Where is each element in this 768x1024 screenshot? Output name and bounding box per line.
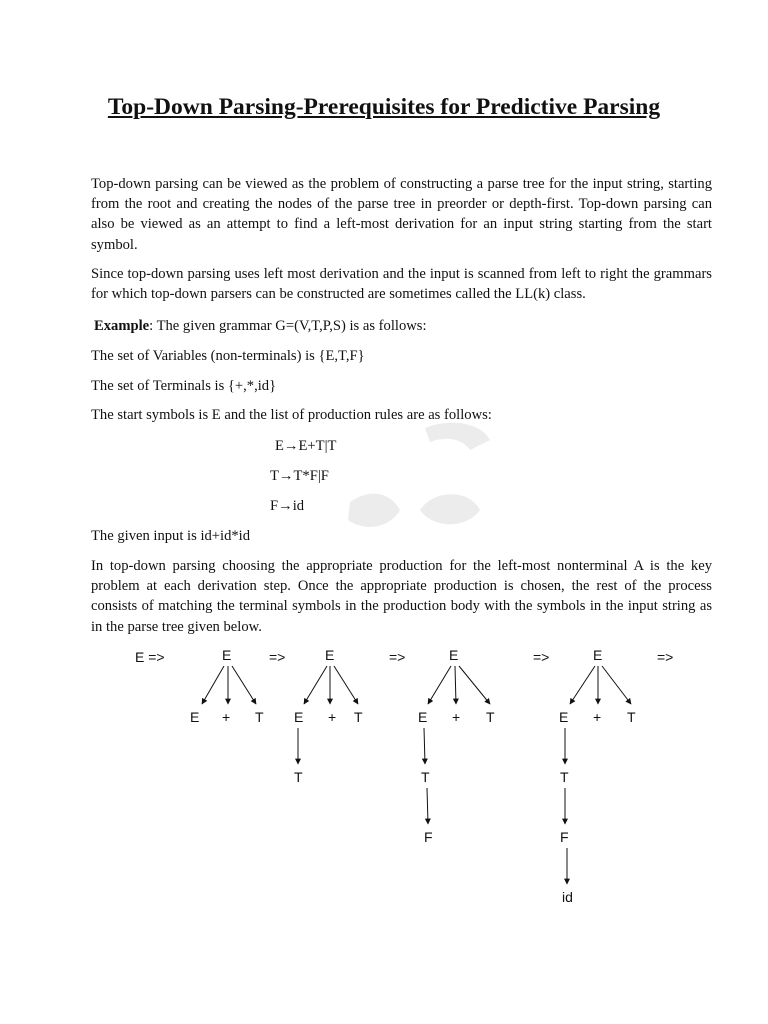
derivation-arrow-1: => bbox=[269, 649, 286, 665]
tree-node-e: E bbox=[418, 709, 428, 725]
parse-tree-step-2 bbox=[294, 647, 363, 785]
variables-line: The set of Variables (non-terminals) is {E,T,F} bbox=[91, 348, 365, 364]
tree-node-t: T bbox=[560, 769, 569, 785]
example-label: Example bbox=[94, 318, 150, 334]
tree-node-t: T bbox=[294, 769, 303, 785]
tree-node-root: E bbox=[449, 647, 459, 663]
tree-node-e: E bbox=[559, 709, 569, 725]
tree-node-root: E bbox=[593, 647, 603, 663]
production-rule-e: E→E+T|T bbox=[275, 438, 337, 454]
tree-node-e: E bbox=[294, 709, 304, 725]
input-line: The given input is id+id*id bbox=[91, 528, 251, 544]
derivation-arrow-4: => bbox=[657, 649, 674, 665]
tree-node-id: id bbox=[562, 889, 573, 905]
parse-tree-diagram bbox=[0, 640, 768, 920]
derivation-start: E => bbox=[135, 649, 165, 665]
tree-node-plus: + bbox=[328, 709, 337, 725]
parse-tree-step-3 bbox=[418, 647, 495, 845]
tree-node-t: T bbox=[255, 709, 264, 725]
parse-tree-step-4 bbox=[559, 647, 636, 905]
paragraph-derivation: In top-down parsing choosing the appropriate production for the left-most nonterminal A is the key problem at each derivation step. Once the appropriate production is chosen, the rest of the process consists of matching the terminal symbols in the production body with the symbols in the input string as in the parse tree given below. bbox=[91, 558, 712, 635]
production-rule-f: F→id bbox=[270, 498, 305, 514]
tree-node-root: E bbox=[222, 647, 232, 663]
production-rule-t: T→T*F|F bbox=[270, 468, 329, 484]
tree-node-f: F bbox=[424, 829, 433, 845]
tree-node-plus: + bbox=[452, 709, 461, 725]
tree-node-t: T bbox=[627, 709, 636, 725]
tree-node-plus: + bbox=[593, 709, 602, 725]
tree-node-t: T bbox=[486, 709, 495, 725]
terminals-line: The set of Terminals is {+,*,id} bbox=[91, 378, 277, 394]
derivation-arrow-3: => bbox=[533, 649, 550, 665]
paragraph-intro: Top-down parsing can be viewed as the problem of constructing a parse tree for the input string, starting from the root and creating the nodes of the parse tree in preorder or depth-first. Top-down parsing can also be viewed as an attempt to find a left-most derivation for an input string starting from the start symbol. bbox=[91, 176, 712, 253]
derivation-arrow-2: => bbox=[389, 649, 406, 665]
start-symbol-line: The start symbols is E and the list of production rules are as follows: bbox=[91, 407, 492, 423]
tree-node-f: F bbox=[560, 829, 569, 845]
parse-tree-step-1 bbox=[190, 647, 264, 725]
paragraph-ll-class: Since top-down parsing uses left most derivation and the input is scanned from left to right the grammars for which top-down parsers can be constructed are sometimes called the LL(k) class. bbox=[91, 266, 712, 303]
example-line bbox=[91, 316, 427, 336]
tree-node-t: T bbox=[354, 709, 363, 725]
tree-node-plus: + bbox=[222, 709, 231, 725]
tree-node-root: E bbox=[325, 647, 335, 663]
faint-watermark bbox=[330, 410, 550, 540]
tree-node-e: E bbox=[190, 709, 200, 725]
example-text: : The given grammar G=(V,T,P,S) is as follows: bbox=[149, 318, 427, 334]
tree-node-t: T bbox=[421, 769, 430, 785]
page-title: Top-Down Parsing-Prerequisites for Predictive Parsing bbox=[107, 94, 661, 120]
